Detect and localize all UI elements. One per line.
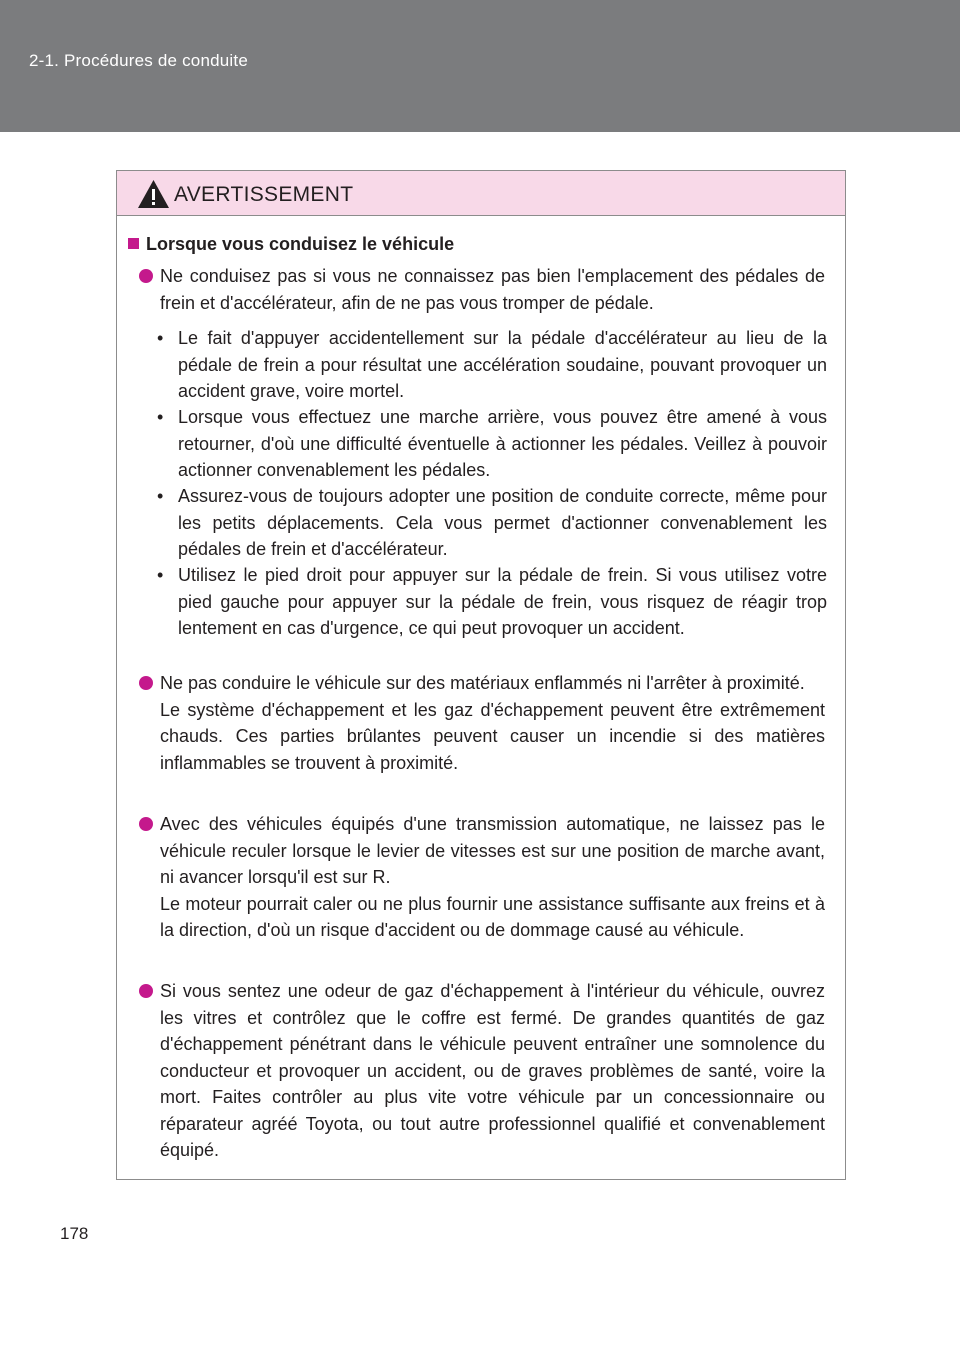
list-item-text: Ne pas conduire le véhicule sur des matériaux enflammés ni l'arrêter à proximité. (160, 673, 805, 693)
circle-bullet-icon (139, 676, 153, 690)
list-item-text: Avec des véhicules équipés d'une transmission automatique, ne laissez pas le véhicule reculer lorsque le levier de vitesses est sur une position de marche avant, ni avancer lorsqu'il est sur R. (160, 814, 825, 887)
sub-list-item-text: Le fait d'appuyer accidentellement sur la pédale d'accélérateur au lieu de la pédale de frein a pour résultat une accélération soudaine, pouvant provoquer un accident grave, voire mortel. (178, 328, 827, 401)
section-heading-text: Lorsque vous conduisez le véhicule (146, 234, 455, 254)
sub-list-item-text: Utilisez le pied droit pour appuyer sur la pédale de frein. Si vous utilisez votre pied gauche pour appuyer sur la pédale de frein, vous risquez de réagir trop lentement en cas d'urgence, ce qui peut provoquer un accident. (178, 565, 827, 638)
warning-box (116, 170, 846, 1180)
list-item (139, 811, 825, 944)
dot-marker: • (157, 565, 164, 585)
page-header (0, 0, 960, 132)
page-number: 178 (60, 1224, 89, 1243)
list-item (139, 263, 825, 316)
list-item (139, 978, 825, 1164)
list-item-text: Si vous sentez une odeur de gaz d'échappement à l'intérieur du véhicule, ouvrez les vitres et contrôlez que le coffre est fermé. De grandes quantités de gaz d'échappement pénétrant dans le véhicule peuvent entraîner une somnolence du conducteur et provoquer un accident, ou de graves problèmes de santé, voire la mort. Faites contrôler au plus vite votre véhicule par un concessionnaire ou réparateur agréé Toyota, ou tout autre professionnel qualifié et convenablement équipé. (160, 981, 825, 1160)
warning-header (117, 171, 845, 216)
section-title-header: 2-1. Procédures de conduite (29, 51, 248, 70)
circle-bullet-icon (139, 984, 153, 998)
sub-list-item (157, 325, 827, 405)
warning-section-heading (128, 232, 454, 256)
sub-list-item (157, 483, 827, 563)
warning-title: AVERTISSEMENT (174, 183, 354, 206)
dot-marker: • (157, 486, 164, 506)
list-item-text: Ne conduisez pas si vous ne connaissez pas bien l'emplacement des pédales de frein et d'accélérateur, afin de ne pas vous tromper de pédale. (160, 266, 825, 313)
circle-bullet-icon (139, 817, 153, 831)
square-bullet-icon (128, 238, 139, 249)
list-item-text-continued: Le système d'échappement et les gaz d'échappement peuvent être extrêmement chauds. Ces parties brûlantes peuvent causer un incendie si des matières inflammables se trouvent à proximité. (160, 699, 825, 773)
dot-marker: • (157, 328, 164, 348)
sub-list-item (157, 562, 827, 642)
list-item-text-continued: Le moteur pourrait caler ou ne plus fournir une assistance suffisante aux freins et à la direction, d'où un risque d'accident ou de dommage causé au véhicule. (160, 893, 825, 940)
sub-list-item-text: Assurez-vous de toujours adopter une position de conduite correcte, même pour les petits déplacements. Cela vous permet d'actionner convenablement les pédales de frein et d'accélérateur. (178, 486, 827, 559)
circle-bullet-icon (139, 269, 153, 283)
dot-marker: • (157, 407, 164, 427)
list-item (139, 670, 825, 776)
sub-list-item (157, 404, 827, 484)
warning-icon (137, 179, 170, 209)
sub-list-item-text: Lorsque vous effectuez une marche arrière, vous pouvez être amené à vous retourner, d'où une difficulté éventuelle à actionner les pédales. Veillez à pouvoir actionner convenablement les pédales. (178, 407, 827, 480)
